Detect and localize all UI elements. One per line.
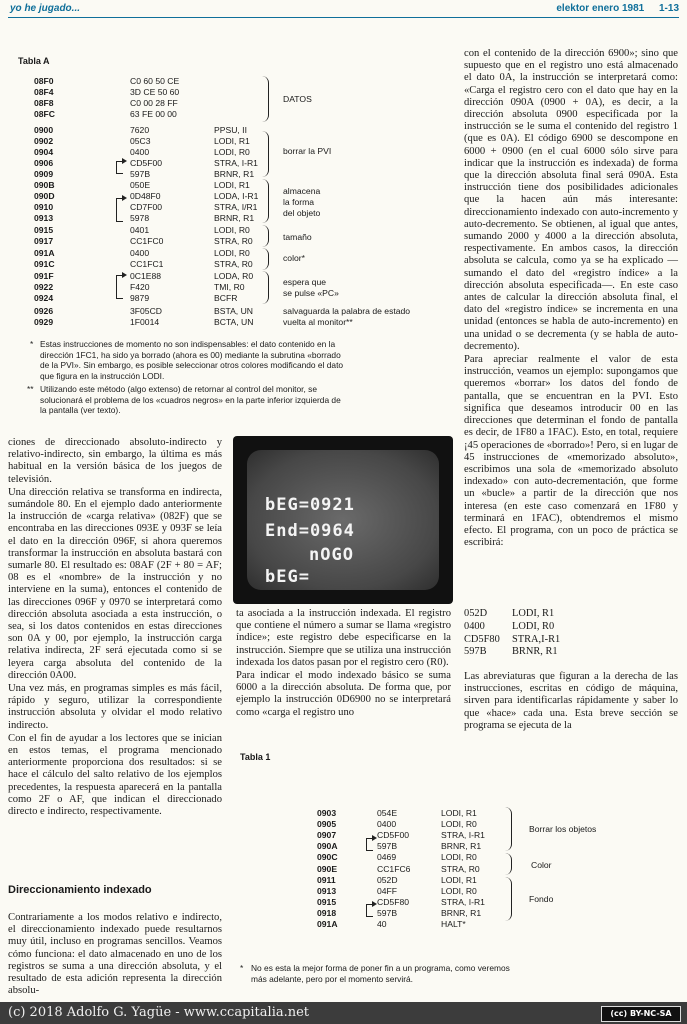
- tabla-1-note-star: *: [240, 963, 244, 973]
- tabla-a-addr: 0900: [34, 125, 54, 135]
- copyright-text: (c) 2018 Adolfo G. Yagüe - www.ccapitalia.net: [8, 1005, 310, 1020]
- tabla-1-mnemonic: LODI, R1: [441, 874, 477, 885]
- group-borrar-objetos: Borrar los objetos: [529, 824, 597, 834]
- code-line: [464, 646, 560, 659]
- code-addr: 052D: [464, 608, 488, 619]
- brace-espera: [262, 271, 269, 304]
- section-header: yo he jugado...: [10, 3, 81, 14]
- tabla-1-hex: 597B: [377, 841, 398, 852]
- tabla-1-addr: 0913: [317, 885, 337, 896]
- tabla-1-addr: 0911: [317, 874, 336, 885]
- tabla-1-hex: CC1FC6: [377, 863, 411, 874]
- tabla-a-hex: CD5F00: [130, 158, 162, 168]
- tabla-a-addr: 091A: [34, 248, 55, 258]
- tabla-a-hex: CC1FC1: [130, 259, 164, 269]
- tabla-1-hex: 0400: [377, 819, 397, 830]
- tabla-a-note-dstar: **: [27, 384, 34, 394]
- tabla-1-mnemonic: LODI, R0: [441, 819, 477, 830]
- code-snippet: [464, 608, 560, 659]
- tabla-a-mnemonic: BRNR, R1: [214, 169, 255, 179]
- tabla-a-hex: 63 FE 00 00: [130, 109, 177, 119]
- group-espera-2: se pulse «PC»: [283, 288, 339, 298]
- code-line: [464, 634, 560, 647]
- paragraph: Las abreviaturas que figuran a la derecha de las instrucciones, escritas en código de máquina, sirven para identificarlas rápidamente y saber lo que «hace» cada una. Esta breve sección se programa se ejecuta de la: [464, 671, 678, 731]
- tabla-a-hex: 7620: [130, 125, 150, 135]
- tabla-a-addr: 0902: [34, 136, 54, 146]
- right-column-top: [464, 48, 678, 549]
- loop-arrowhead-t1-2: [372, 901, 377, 907]
- paragraph: con el contenido de la dirección 6900»; sino que supuesto que en el registro uno está almacenado el dato 0A, la instrucción se interpretará como: «Carga el registro cero con el dato que hay en la dirección 090A (0900 + 0A), es decir, a la dirección absoluta 0900 especificada por la instrucción se le suma el contenido del registro 1 (que es 0A). El código 6900 se descompone en 6000 + 0900 (en el cual 6000 sólo sirve para indicar que la instrucción es indexada) de forma que la dirección absoluta final será 090A. Esta instrucción tiene dos posibilidades adicionales que la hacen aún más interesante: direccionamiento indexado con auto-incremento y auto-decremento. Se obtienen, al igual que antes, sumando 2000 y 4000 a la dirección absoluta, respectivamente. En ambos casos, la dirección absoluta se calcula, como ya se ha explicado —sumando el dato del «registro índice» a la dirección absoluta especificada—. En este caso antes de calcular la dirección absoluta final, el dato del «registro índice» se incrementa en una unidad (entonces se habla de auto-incremento) en una unidad o se decrementa (y se habla de auto-decremento).: [464, 48, 678, 352]
- code-instruction: BRNR, R1: [512, 646, 558, 658]
- tabla-a-hex: CC1FC0: [130, 236, 164, 246]
- section-title: Direccionamiento indexado: [8, 884, 152, 896]
- tabla-1-addr: 090C: [317, 852, 338, 863]
- tabla-1-mnemonic: LODI, R0: [441, 885, 477, 896]
- tabla-a-hex: 0D48F0: [130, 191, 161, 201]
- group-borrar: borrar la PVI: [283, 146, 332, 156]
- tabla-a-hex: 0400: [130, 248, 150, 258]
- group-fondo: Fondo: [529, 894, 554, 904]
- tv-screen-photo: [233, 436, 453, 604]
- tabla-1-hex: 052D: [377, 874, 398, 885]
- tabla-a-addr: 0924: [34, 293, 54, 303]
- tabla-1-hex: 0469: [377, 852, 397, 863]
- tabla-a-addr: 08F4: [34, 87, 54, 97]
- paragraph: Una vez más, en programas simples es más fácil, rápido y seguro, utilizar la correspondiente instrucción absoluta y olvidar el modo relativo indirecto.: [8, 683, 222, 731]
- tabla-a-hex: 05C3: [130, 136, 151, 146]
- brace-almacena: [262, 179, 269, 223]
- tabla-a-addr: 0909: [34, 169, 54, 179]
- group-salva-1: salvaguarda la palabra de estado: [283, 306, 411, 316]
- screen-line-3: nOGO: [309, 545, 354, 565]
- tabla-a-hex: 0400: [130, 147, 150, 157]
- brace-borrar: [262, 131, 269, 177]
- tabla-1-addr: 0905: [317, 819, 337, 830]
- left-column-bottom: [8, 912, 222, 997]
- tabla-a-hex: 9879: [130, 293, 150, 303]
- tabla-1-hex: 40: [377, 919, 387, 929]
- code-instruction: STRA,I-R1: [512, 633, 561, 645]
- group-almacena-2: la forma: [283, 197, 315, 207]
- paragraph: ciones de direccionado absoluto-indirecto y relativo-indirecto, sin embargo, la última es más habitual en la versión básica de los juegos de televisión.: [8, 437, 222, 485]
- tabla-a-hex: 3F05CD: [130, 306, 162, 316]
- tabla-a-hex: 1F0014: [130, 317, 160, 327]
- tabla-a-mnemonic: TMI, R0: [214, 282, 245, 292]
- tabla-a-note-star: *: [30, 339, 34, 349]
- tabla-a-addr: 091F: [34, 271, 54, 281]
- tabla-a-mnemonic: BCTA, UN: [214, 317, 254, 327]
- cc-license-badge: (cc) BY-NC-SA: [601, 1006, 681, 1022]
- brace-color-t1: [505, 853, 512, 875]
- tabla-1-hex: CD5F80: [377, 896, 409, 907]
- tabla-1-addr: 090A: [317, 841, 338, 852]
- paragraph: Para indicar el modo indexado básico se suma 6000 a la dirección absoluta. De forma que, por ejemplo la instrucción 0D6900 no se interpretará como «carga el registro uno: [236, 670, 451, 718]
- tabla-1-addr: 0918: [317, 907, 337, 918]
- tv-screen: [247, 450, 439, 590]
- left-column: [8, 437, 222, 818]
- tabla-1-mnemonic: LODI, R0: [441, 852, 477, 863]
- brace-datos: [262, 76, 269, 122]
- tabla-1-addr: 090E: [317, 863, 338, 874]
- footer: [0, 1002, 687, 1024]
- loop-arrowhead-3: [122, 272, 127, 278]
- tabla-1-addr: 091A: [317, 919, 338, 929]
- tabla-a-addr: 0929: [34, 317, 54, 327]
- tabla-a-addr: 0910: [34, 202, 54, 212]
- code-addr: 0400: [464, 620, 485, 632]
- tabla-a-addr: 0915: [34, 225, 54, 235]
- group-color-t1: Color: [531, 860, 552, 870]
- brace-fondo: [505, 877, 512, 921]
- paragraph: ta asociada a la instrucción indexada. El registro que contiene el número a sumar se llama «registro índice»; este registro debe especificarse en la instrucción. Siempre que se utiliza una instrucción indexada los datos pasan por el registro cero (R0).: [236, 608, 451, 668]
- tabla-1-hex: 597B: [377, 907, 398, 918]
- screen-line-2: End=0964: [265, 521, 355, 541]
- tabla-a-mnemonic: LODA, R0: [214, 271, 254, 281]
- tabla-a-addr: 090D: [34, 191, 55, 201]
- group-espera-1: espera que: [283, 277, 327, 287]
- code-addr: 597B: [464, 646, 487, 658]
- tabla-1-addr: 0903: [317, 808, 337, 818]
- tabla-a-addr: 091C: [34, 259, 55, 269]
- tabla-1-mnemonic: STRA, I-R1: [441, 896, 485, 907]
- loop-arrowhead-1: [122, 158, 127, 164]
- tabla-1-hex: CD5F00: [377, 830, 409, 841]
- loop-arrowhead-t1-1: [372, 835, 377, 841]
- tabla-a-hex: C0 60 50 CE: [130, 76, 180, 86]
- tabla-a-addr: 0926: [34, 306, 54, 316]
- screen-line-1: bEG=0921: [265, 495, 355, 515]
- right-column-bottom: [464, 671, 678, 732]
- tabla-1-note: No es esta la mejor forma de poner fin a un programa, como veremos más adelante, pero por el momento servirá.: [251, 963, 510, 984]
- tabla-a-hex: 0401: [130, 225, 150, 235]
- brace-borrar-objetos: [505, 807, 512, 851]
- tabla-a-mnemonic: STRA, R0: [214, 259, 253, 269]
- loop-arrow-3: [116, 275, 123, 299]
- tabla-1-mnemonic: LODI, R1: [441, 808, 477, 818]
- code-instruction: LODI, R0: [512, 620, 555, 632]
- code-addr: CD5F80: [464, 633, 500, 645]
- tabla-a-note-1: Estas instrucciones de momento no son indispensables: el dato contenido en la dirección 1FC1, ha sido ya borrado (ahora es 00) mediante la subrutina «borrado de la PVI». Sin embargo, es posible seleccionar otros colores modificando el dato que figura en la instrucción LODI.: [40, 339, 344, 381]
- tabla-a-mnemonic: STRA, I-R1: [214, 158, 258, 168]
- group-salva-2: vuelta al monitor**: [283, 317, 353, 327]
- code-line: [464, 608, 560, 621]
- code-line: [464, 621, 560, 634]
- tabla-1-hex: 04FF: [377, 885, 398, 896]
- tabla-1-mnemonic: STRA, I-R1: [441, 830, 485, 841]
- header-rule: [8, 17, 679, 18]
- tabla-a-mnemonic: LODI, R0: [214, 248, 250, 258]
- group-almacena-3: del objeto: [283, 208, 321, 218]
- paragraph: Contrariamente a los modos relativo e indirecto, el direccionamiento indexado puede resultarnos muy útil, incluso en programas sencillos. Veamos cómo funciona: el dato almacenado en uno de los registros se suma a una dirección absoluta, y el resultado de esta adición representa la dirección absolu-: [8, 912, 222, 997]
- tabla-1-mnemonic: STRA, R0: [441, 863, 480, 874]
- tabla-a-mnemonic: LODI, R0: [214, 147, 250, 157]
- tabla-a-addr: 0917: [34, 236, 54, 246]
- tabla-a-hex: 050E: [130, 180, 151, 190]
- tabla-a-title: Tabla A: [18, 56, 50, 66]
- tabla-a-hex: C0 00 28 FF: [130, 98, 178, 108]
- page-number: 1-13: [658, 3, 679, 14]
- brace-color: [262, 248, 269, 270]
- loop-arrowhead-2: [122, 195, 127, 201]
- tabla-a-addr: 090B: [34, 180, 55, 190]
- tabla-a-hex: 597B: [130, 169, 151, 179]
- tabla-a-hex: 0C1E88: [130, 271, 162, 281]
- tabla-a-hex: 3D CE 50 60: [130, 87, 180, 97]
- tabla-a-hex: CD7F00: [130, 202, 162, 212]
- screen-line-4: bEG=: [265, 567, 310, 587]
- tabla-a-mnemonic: LODI, R1: [214, 180, 250, 190]
- group-color: color*: [283, 253, 305, 263]
- tabla-a-addr: 08F8: [34, 98, 54, 108]
- tabla-a-mnemonic: STRA, R0: [214, 236, 253, 246]
- tabla-a-mnemonic: LODI, R1: [214, 136, 250, 146]
- tabla-a-mnemonic: BSTA, UN: [214, 306, 253, 316]
- tabla-a-mnemonic: BCFR: [214, 293, 238, 303]
- tabla-a-mnemonic: LODI, R0: [214, 225, 250, 235]
- tabla-a-mnemonic: BRNR, R1: [214, 213, 255, 223]
- group-tamano: tamaño: [283, 232, 312, 242]
- tabla-a-hex: F420: [130, 282, 150, 292]
- issue-header: [556, 3, 679, 14]
- tabla-a-addr: 0906: [34, 158, 54, 168]
- tabla-a-note-2: Utilizando este método (algo extenso) de retornar al control del monitor, se solucionará el problema de los «cuadros negros» en la parte inferior izquierda de la pantalla (ver texto).: [40, 384, 341, 415]
- tabla-a-addr: 08FC: [34, 109, 56, 119]
- tabla-1-addr: 0915: [317, 896, 337, 907]
- brace-tamano: [262, 225, 269, 247]
- tabla-a-mnemonic: STRA, I/R1: [214, 202, 258, 212]
- tabla-a-hex: 5978: [130, 213, 150, 223]
- tabla-a-addr: 0913: [34, 213, 54, 223]
- tabla-a-addr: 0904: [34, 147, 54, 157]
- tabla-1-addr: 0907: [317, 830, 337, 841]
- tabla-1-title: Tabla 1: [240, 752, 271, 762]
- tabla-a-mnemonic: LODA, I-R1: [214, 191, 259, 201]
- group-almacena-1: almacena: [283, 186, 321, 196]
- paragraph: Con el fin de ayudar a los lectores que se inician en estos temas, el programa mencionado anteriormente proporciona dos resultados: si se hace el cálculo del salto relativo de los ejemplos precedentes, la respuesta aparecerá en la pantalla como 2F o AF, que indican el direccionado directo e indirecto, respectivamente.: [8, 732, 222, 818]
- middle-column: [236, 608, 451, 719]
- tabla-1-mnemonic: BRNR, R1: [441, 841, 482, 852]
- group-datos: DATOS: [283, 94, 312, 104]
- tabla-1-mnemonic: BRNR, R1: [441, 907, 482, 918]
- paragraph: Para apreciar realmente el valor de esta instrucción, veamos un ejemplo: supongamos que queremos «borrar» los datos del fondo de pantalla, que se encuentran en la PVI. Esto significa que deseamos introducir 00 en las direcciones que determinan el fondo de pantalla es decir, de 1F80 a 1FAC). Esto, en total, requiere ¡45 operaciones de «borrado»! Pero, si en lugar de 45 instrucciones de «memorizado absoluto», escribimos una sola de «memorizado absoluto indexado» con auto-decrementación, que forme un «bucle» a partir de la dirección que nos interesa (en este caso comenzará en 1F80 y terminará en 1FAC), obtendremos el mismo efecto. El programa, con un poco de práctica se escribirá:: [464, 354, 678, 549]
- tabla-1-hex: 054E: [377, 808, 398, 818]
- tabla-1-mnemonic: HALT*: [441, 919, 466, 929]
- code-instruction: LODI, R1: [512, 608, 555, 619]
- issue-label: elektor enero 1981: [556, 3, 645, 14]
- tabla-a-mnemonic: PPSU, II: [214, 125, 247, 135]
- tabla-a-addr: 0922: [34, 282, 54, 292]
- loop-arrow-2: [116, 198, 123, 222]
- tabla-a-addr: 08F0: [34, 76, 54, 86]
- paragraph: Una dirección relativa se transforma en indirecta, sumándole 80. En el ejemplo dado anteriormente la instrucción de «carga relativa» (082F) que se encontraba en las direcciones 093E y 093F se leía el dato en la dirección 096F, si ahora queremos transformar la instrucción en absoluta bastará con sumarle 80. El resultado es: 08AF (2F + 80 = AF; 08 es el «nombre» de la instrucción y no interviene en la suma), entonces el contenido de las direcciones 096F y 0970 se interpretará como dirección absoluta asociada a esta instrucción, o sea, si los datos contenidos en estas direcciones son 0A y 00, por ejemplo, la instrucción carga relativa indirecta, 2F será ejecutada como si se leyera carga absoluta del contenido de la dirección 0A00.: [8, 486, 222, 681]
